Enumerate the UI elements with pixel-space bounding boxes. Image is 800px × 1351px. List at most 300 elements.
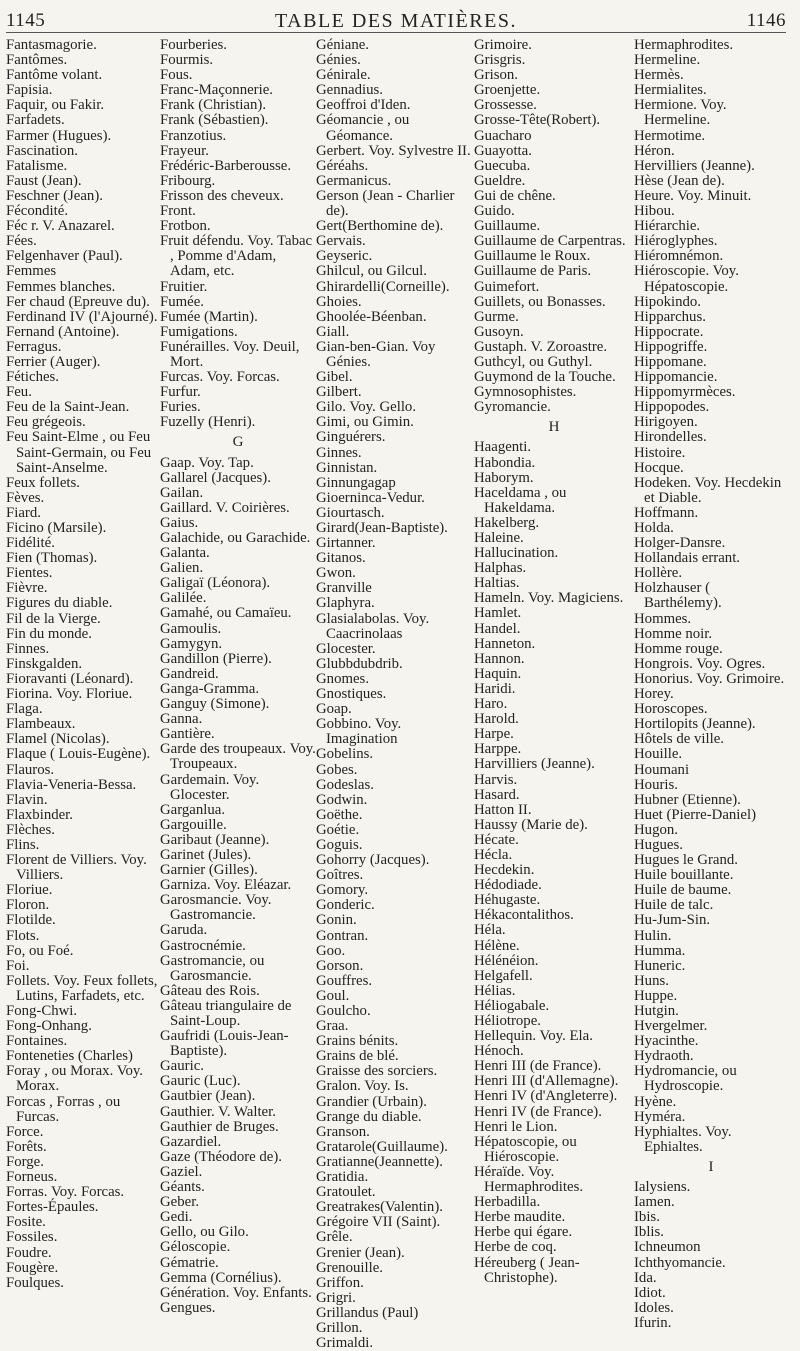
index-entry: Fèves. [6, 489, 45, 506]
index-entry: Hu-Jum-Sin. [634, 912, 711, 929]
index-entry: Gastrocnémie. [160, 937, 246, 954]
index-entry: Feu de la Saint-Jean. [6, 399, 130, 416]
index-entry: Idiot. [634, 1284, 666, 1301]
index-entry: Fantômes. [6, 52, 68, 69]
index-entry: Ifurin. [634, 1314, 672, 1331]
index-entry: Forneus. [6, 1169, 58, 1186]
index-entry: Herbadilla. [474, 1194, 541, 1211]
index-entry: Floriue. [6, 882, 53, 899]
index-entry: Hollère. [634, 565, 683, 582]
index-entry: Franc-Maçonnerie. [160, 82, 273, 99]
index-entry: Hyacinthe. [634, 1033, 699, 1050]
index-entry: Foulques. [6, 1274, 64, 1291]
index-entry: Homme noir. [634, 625, 713, 642]
index-entry: Grigri. [316, 1289, 356, 1306]
index-entry: Hamlet. [474, 605, 522, 622]
index-entry: Fosite. [6, 1214, 46, 1231]
index-entry: Héliotrope. [474, 1013, 541, 1029]
index-column [6, 38, 160, 1320]
index-entry: Follets. Voy. Feux follets, Lutins, Farfadets, etc. [6, 972, 158, 1004]
index-entry: Harppe. [474, 741, 522, 758]
index-entry: Frédéric-Barberousse. [160, 157, 292, 174]
index-entry: Hiéroscopie. Voy. Hépatoscopie. [634, 263, 739, 295]
index-entry: Forge. [6, 1153, 44, 1170]
index-column [316, 37, 474, 1351]
index-entry: Hongrois. Voy. Ogres. [634, 655, 766, 672]
index-entry: Fong-Chwi. [6, 1003, 78, 1019]
index-entry: Goétie. [316, 821, 360, 838]
index-entry: Gymnosophistes. [474, 384, 577, 401]
index-entry: Galien. [160, 560, 204, 577]
index-entry: Gratoulet. [316, 1184, 376, 1201]
index-entry: Hasard. [474, 786, 520, 803]
index-entry: Hipokindo. [634, 293, 701, 310]
index-entry: Finskgalden. [6, 655, 83, 672]
index-entry: Faquir, ou Fakir. [6, 97, 105, 114]
index-entry: Flauros. [6, 761, 55, 778]
index-entry: Fong-Onhang. [6, 1018, 92, 1035]
index-entry: Guayotta. [474, 142, 532, 159]
index-entry: Hyène. [634, 1093, 677, 1110]
index-entry: Fin du monde. [6, 625, 92, 642]
index-entry: Frank (Christian). [160, 97, 267, 114]
index-entry: Fil de la Vierge. [6, 610, 101, 627]
index-entry: Hélénéion. [474, 952, 539, 969]
index-entry: Flaxbinder. [6, 806, 73, 823]
index-entry: Guido. [474, 203, 515, 220]
index-entry: Huile de talc. [634, 897, 714, 914]
index-entry: Guecuba. [474, 157, 531, 174]
index-entry: Galigaï (Léonora). [160, 575, 271, 592]
index-entry: Henri IV (de France). [474, 1103, 602, 1120]
index-entry: Ialysiens. [634, 1179, 691, 1196]
index-entry: Héreuberg ( Jean-Christophe). [474, 1254, 580, 1286]
index-entry: Giall. [316, 323, 350, 340]
index-entry: Harpe. [474, 726, 514, 743]
index-entry: Hortilopits (Jeanne). [634, 716, 756, 733]
index-entry: Gwon. [316, 565, 356, 582]
index-entry: Guacharo [474, 127, 532, 144]
index-entry: Grenouille. [316, 1259, 383, 1276]
index-entry: Hugues. [634, 836, 683, 853]
index-column [634, 37, 788, 1331]
index-entry: Flavin. [6, 791, 48, 808]
index-entry: Géomancie , ou Géomance. [316, 112, 410, 144]
index-entry: Feschner (Jean). [6, 187, 103, 204]
index-entry: Hocque. [634, 459, 684, 476]
index-entry: Hiéromnémon. [634, 248, 724, 265]
index-entry: Géloscopie. [160, 1239, 231, 1256]
index-entry: Hutgin. [634, 1003, 679, 1019]
index-entry: Gaillard. V. Coirières. [160, 499, 290, 516]
index-column [160, 38, 316, 1320]
index-entry: Foi. [6, 957, 30, 974]
index-entry: Gert(Berthomine de). [316, 218, 444, 235]
index-entry: Houmani [634, 761, 690, 778]
index-entry: Hippocrate. [634, 323, 704, 340]
index-entry: Hulin. [634, 927, 672, 944]
index-entry: Génération. Voy. Enfants. [160, 1284, 312, 1301]
index-entry: Flamel (Nicolas). [6, 731, 110, 748]
index-entry: Histoire. [634, 444, 686, 461]
index-entry: Gian-ben-Gian. Voy Génies. [316, 338, 436, 370]
index-entry: Galanta. [160, 545, 210, 562]
index-entry: Hyméra. [634, 1108, 686, 1125]
index-entry: Haborym. [474, 469, 534, 486]
index-entry: Fribourg. [160, 172, 216, 189]
index-entry: Fatalisme. [6, 157, 68, 174]
index-entry: Houris. [634, 776, 678, 793]
index-entry: Fous. [160, 67, 193, 84]
index-entry: Gratidia. [316, 1169, 369, 1186]
index-entry: Hoffmann. [634, 504, 699, 521]
index-entry: Gobes. [316, 761, 358, 778]
index-entry: Fantasmagorie. [6, 37, 97, 53]
index-entry: Héla. [474, 922, 506, 939]
index-entry: Forcas , Forras , ou Furcas. [6, 1093, 121, 1125]
index-entry: Génies. [316, 52, 361, 69]
index-entry: Feux follets. [6, 474, 80, 491]
index-entry: Hippopodes. [634, 399, 710, 416]
index-entry: Gerbert. Voy. Sylvestre II. [316, 142, 471, 159]
left-page-number: 1145 [6, 10, 46, 31]
index-entry: Fumée. [160, 293, 204, 310]
index-entry: Ghoolée-Béenban. [316, 308, 427, 325]
index-entry: Honorius. Voy. Grimoire. [634, 670, 785, 687]
index-entry: Front. [160, 203, 196, 220]
index-entry: Hvergelmer. [634, 1018, 708, 1035]
index-entry: Ginguérers. [316, 429, 386, 446]
index-entry: Gustaph. V. Zoroastre. [474, 338, 608, 355]
index-entry: Giourtasch. [316, 504, 385, 521]
index-entry: Hiérarchie. [634, 218, 701, 235]
index-entry: Fer chaud (Epreuve du). [6, 293, 150, 310]
index-entry: Herbe qui égare. [474, 1224, 573, 1241]
index-entry: Huppe. [634, 987, 678, 1004]
index-entry: Godwin. [316, 791, 368, 808]
index-entry: Holger-Dansre. [634, 535, 726, 552]
index-entry: Hervilliers (Jeanne). [634, 157, 755, 174]
index-entry: Hermaphrodites. [634, 37, 734, 53]
index-entry: Frisson des cheveux. [160, 187, 284, 204]
index-entry: Fées. [6, 233, 37, 250]
index-entry: Gimi, ou Gimin. [316, 414, 414, 431]
section-letter: I [708, 1158, 714, 1175]
index-entry: Florent de Villiers. Voy. Villiers. [6, 852, 147, 884]
index-entry: Hélias. [474, 982, 516, 999]
index-entry: Farmer (Hugues). [6, 127, 112, 144]
index-entry: Glaphyra. [316, 595, 375, 612]
index-entry: Fièvre. [6, 580, 48, 597]
index-entry: Hakelberg. [474, 514, 540, 531]
index-entry: Garnier (Gilles). [160, 862, 258, 879]
index-entry: Guillaume le Roux. [474, 248, 591, 265]
index-entry: Grison. [474, 67, 518, 84]
index-entry: Garniza. Voy. Eléazar. [160, 877, 292, 894]
index-entry: Flins. [6, 836, 40, 853]
index-entry: Hépatoscopie, ou Hiéroscopie. [474, 1133, 577, 1165]
index-entry: Guymond de la Touche. [474, 369, 616, 386]
index-entry: Homme rouge. [634, 640, 723, 657]
index-entry: Goulcho. [316, 1003, 371, 1019]
index-entry: Fétiches. [6, 369, 60, 386]
index-entry: Flavia-Veneria-Bessa. [6, 776, 137, 793]
index-entry: Hanneton. [474, 635, 536, 652]
index-entry: Idoles. [634, 1299, 674, 1316]
index-entry: Humma. [634, 942, 686, 959]
index-entry: Funérailles. Voy. Deuil, Mort. [160, 338, 300, 370]
index-entry: Hellequin. Voy. Ela. [474, 1028, 593, 1045]
index-entry: Grillon. [316, 1319, 363, 1336]
index-entry: Grêle. [316, 1229, 353, 1246]
index-entry: Guimefort. [474, 278, 540, 295]
index-entry: Héraïde. Voy. Hermaphrodites. [474, 1163, 584, 1196]
index-entry: Frank (Sébastien). [160, 112, 269, 129]
index-entry: Grange du diable. [316, 1108, 422, 1125]
index-entry: Ghirardelli(Corneille). [316, 278, 450, 295]
index-entry: Gohorry (Jacques). [316, 852, 430, 869]
index-entry: Iblis. [634, 1224, 665, 1241]
index-entry: Gemma (Cornélius). [160, 1269, 282, 1286]
index-entry: Ghilcul, ou Gilcul. [316, 263, 427, 280]
index-entry: Ida. [634, 1269, 657, 1286]
index-entry: Gibel. [316, 369, 353, 386]
index-entry: Hirigoyen. [634, 414, 698, 431]
index-entry: Gallarel (Jacques). [160, 469, 271, 486]
index-entry: Gitanos. [316, 550, 366, 567]
index-entry: Houille. [634, 746, 683, 763]
index-entry: Haltias. [474, 575, 520, 592]
index-entry: Germanicus. [316, 172, 392, 189]
index-entry: Hatton II. [474, 801, 532, 818]
index-entry: Ginnistan. [316, 459, 378, 476]
index-entry: Horoscopes. [634, 701, 708, 718]
index-entry: Hermione. Voy. Hermeline. [634, 97, 727, 129]
index-entry: Gauthier. V. Walter. [160, 1103, 276, 1120]
index-entry: Girtanner. [316, 535, 376, 552]
index-entry: Guthcyl, ou Guthyl. [474, 353, 593, 370]
index-entry: Horey. [634, 686, 674, 703]
index-entry: Gervais. [316, 233, 366, 250]
index-entry: Fruit défendu. Voy. Tabac , Pomme d'Adam, Adam, etc. [160, 233, 313, 280]
index-entry: Goul. [316, 987, 350, 1004]
index-entry: Gaius. [160, 514, 199, 531]
header-rule [6, 32, 786, 33]
index-entry: Henri le Lion. [474, 1118, 558, 1135]
index-entry: Guillaume de Carpentras. [474, 233, 626, 250]
index-entry: Gandillon (Pierre). [160, 650, 272, 667]
index-entry: Hibou. [634, 203, 675, 220]
index-entry: Grimoire. [474, 37, 532, 53]
index-entry: Haussy (Marie de). [474, 816, 588, 833]
index-entry: Hippomane. [634, 353, 707, 370]
index-entry: Granson. [316, 1123, 370, 1140]
index-entry: Grains de blé. [316, 1048, 399, 1065]
index-entry: Furcas. Voy. Forcas. [160, 369, 280, 386]
index-entry: Gilo. Voy. Gello. [316, 399, 417, 416]
index-entry: Forras. Voy. Forcas. [6, 1184, 125, 1201]
index-entry: Gueldre. [474, 172, 526, 189]
index-entry: Hippogriffe. [634, 338, 708, 355]
section-letter: H [548, 419, 560, 436]
index-entry: Héron. [634, 142, 675, 159]
index-entry: Fourmis. [160, 52, 214, 69]
index-entry: Gautbier (Jean). [160, 1088, 256, 1105]
index-entry: Grimaldi. [316, 1335, 374, 1351]
index-entry: Hodeken. Voy. Hecdekin et Diable. [634, 474, 782, 506]
index-entry: Galilée. [160, 590, 207, 607]
index-entry: Herbe de coq. [474, 1239, 557, 1256]
index-entry: Henri IV (d'Angleterre). [474, 1088, 618, 1105]
index-entry: Geber. [160, 1194, 200, 1211]
index-entry: Habondia. [474, 454, 536, 471]
index-entry: Garde des troupeaux. Voy. Troupeaux. [160, 741, 316, 773]
index-entry: Hydromancie, ou Hydroscopie. [634, 1063, 737, 1095]
index-entry: Granville [316, 580, 372, 597]
index-entry: Holzhauser ( Barthélemy). [634, 580, 722, 612]
index-entry: Gratianne(Jeannette). [316, 1153, 443, 1170]
index-entry: Fumigations. [160, 323, 238, 340]
index-entry: Femmes blanches. [6, 278, 116, 295]
index-entry: Herbe maudite. [474, 1209, 566, 1226]
index-entry: Gusoyn. [474, 323, 524, 340]
index-entry: Gauric (Luc). [160, 1073, 241, 1090]
index-entry: Hermialites. [634, 82, 707, 99]
index-entry: Ibis. [634, 1209, 660, 1226]
index-entry: Grains bénits. [316, 1033, 399, 1050]
index-entry: Gorson. [316, 957, 364, 974]
index-entry: Graisse des sorciers. [316, 1063, 438, 1080]
index-entry: Gaziel. [160, 1163, 203, 1180]
index-entry: Fascination. [6, 142, 78, 159]
index-entry: Géréahs. [316, 157, 369, 174]
index-entry: Huns. [634, 972, 669, 989]
index-entry: Guillaume de Paris. [474, 263, 592, 280]
index-entry: Ghoies. [316, 293, 362, 310]
index-entry: Héliogabale. [474, 997, 550, 1014]
index-entry: Gonin. [316, 912, 357, 929]
index-entry: Ichneumon [634, 1239, 701, 1256]
index-entry: Hannon. [474, 650, 525, 667]
index-entry: Fossiles. [6, 1229, 58, 1246]
index-entry: Hydraoth. [634, 1048, 694, 1065]
index-entry: Fortes-Épaules. [6, 1199, 99, 1216]
index-entry: Gomory. [316, 882, 369, 899]
index-entry: Ginnes. [316, 444, 362, 461]
index-entry: Hèse (Jean de). [634, 172, 725, 189]
index-entry: Fientes. [6, 565, 53, 582]
index-entry: Gématrie. [160, 1254, 219, 1271]
index-entry: Furfur. [160, 384, 201, 401]
index-entry: Hélène. [474, 937, 520, 954]
index-entry: Hénoch. [474, 1043, 524, 1060]
index-entry: Ginnungagap [316, 474, 396, 491]
index-entry: Gobbino. Voy. Imagination [316, 716, 402, 748]
index-entry: Féc r. V. Anazarel. [6, 218, 115, 235]
index-entry: Felgenhaver (Paul). [6, 248, 123, 265]
index-entry: Foudre. [6, 1244, 52, 1261]
index-entry: Hécate. [474, 831, 519, 848]
index-entry: Géants. [160, 1179, 205, 1196]
index-entry: Figures du diable. [6, 595, 113, 612]
index-entry: Greatrakes(Valentin). [316, 1199, 443, 1216]
index-entry: Gouffres. [316, 972, 373, 989]
index-entry: Helgafell. [474, 967, 533, 984]
index-entry: Garosmancie. Voy. Gastromancie. [160, 892, 272, 924]
index-entry: Guillaume. [474, 218, 541, 235]
index-entry: Glubbdubdrib. [316, 655, 403, 672]
index-entry: Geyseric. [316, 248, 373, 265]
index-entry: Harvis. [474, 771, 518, 788]
index-entry: Gamoulis. [160, 620, 222, 637]
index-entry: Grisgris. [474, 52, 526, 69]
index-entry: Huile de baume. [634, 882, 732, 899]
index-entry: Fiard. [6, 504, 41, 521]
right-page-number: 1146 [746, 10, 786, 31]
index-entry: Henri III (d'Allemagne). [474, 1073, 619, 1090]
index-column [474, 38, 634, 1320]
index-entry: Harvilliers (Jeanne). [474, 756, 595, 773]
index-entry: Grenier (Jean). [316, 1244, 405, 1261]
index-entry: Hermeline. [634, 52, 701, 69]
index-entry: Heure. Voy. Minuit. [634, 187, 752, 204]
index-entry: Ganguy (Simone). [160, 696, 270, 713]
index-entry: Fourberies. [160, 37, 227, 53]
index-entry: Gâteau triangulaire de Saint-Loup. [160, 997, 292, 1029]
index-entry: Grillandus (Paul) [316, 1304, 419, 1321]
index-entry: Flaque ( Louis-Eugène). [6, 746, 151, 763]
index-entry: Gedi. [160, 1209, 193, 1226]
index-entry: Hollandais errant. [634, 550, 741, 567]
index-entry: Groenjette. [474, 82, 541, 99]
index-entry: Ferragus. [6, 338, 62, 355]
index-entry: Guillets, ou Bonasses. [474, 293, 606, 310]
index-entry: Gengues. [160, 1299, 216, 1316]
index-entry: Gobelins. [316, 746, 374, 763]
index-entry: Gaze (Théodore de). [160, 1148, 283, 1165]
index-entry: Glocester. [316, 640, 376, 657]
index-entry: Hyphialtes. Voy. Ephialtes. [634, 1123, 732, 1155]
index-entry: Géniane. [316, 37, 369, 53]
index-entry: Fontaines. [6, 1033, 68, 1050]
index-entry: Gazardiel. [160, 1133, 222, 1150]
index-entry: Gnomes. [316, 670, 370, 687]
index-entry: Goîtres. [316, 867, 364, 884]
index-columns [6, 37, 788, 1351]
index-entry: Gralon. Voy. Is. [316, 1078, 409, 1095]
index-entry: Goëthe. [316, 806, 363, 823]
index-entry: Gratarole(Guillaume). [316, 1138, 448, 1155]
index-entry: Gerson (Jean - Charlier de). [316, 187, 455, 220]
index-entry: Gioerninca-Vedur. [316, 489, 425, 506]
index-entry: Handel. [474, 620, 521, 637]
index-entry: Fo, ou Foé. [6, 942, 74, 959]
index-entry: Flotilde. [6, 912, 56, 929]
index-entry: Fioravanti (Léonard). [6, 670, 134, 687]
index-entry: Furies. [160, 399, 201, 416]
index-entry: Hékacontalithos. [474, 907, 574, 924]
index-entry: Hôtels de ville. [634, 731, 724, 748]
index-entry: Ficino (Marsile). [6, 520, 107, 536]
index-entry: Geoffroi d'Iden. [316, 97, 411, 114]
index-entry: Farfadets. [6, 112, 65, 129]
index-entry: Hermotime. [634, 127, 706, 144]
index-entry: Fougère. [6, 1259, 59, 1276]
index-entry: Gilbert. [316, 384, 362, 401]
index-entry: Godeslas. [316, 776, 374, 793]
index-entry: Fruitier. [160, 278, 208, 295]
index-entry: Gaap. Voy. Tap. [160, 454, 254, 471]
